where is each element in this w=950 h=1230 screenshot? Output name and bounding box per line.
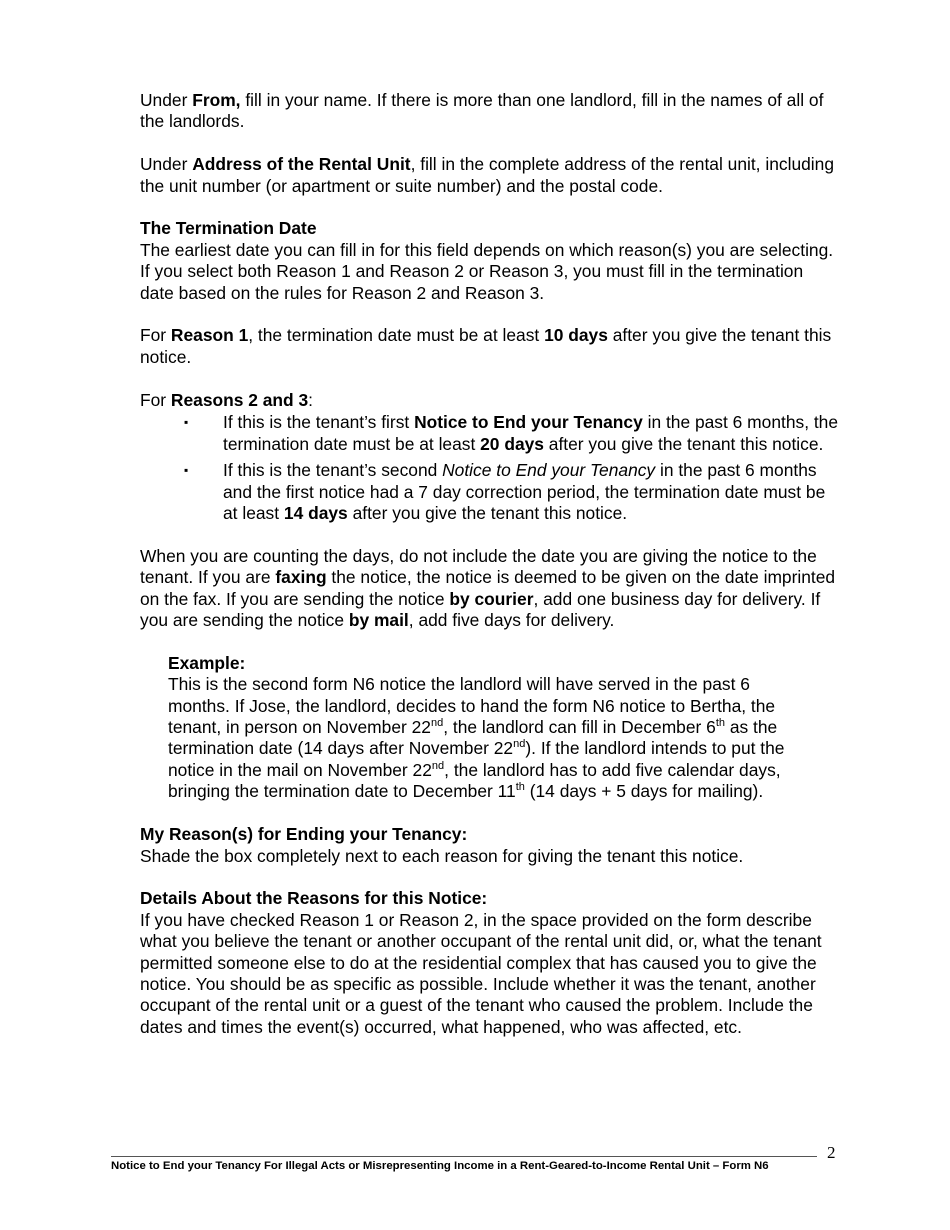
bullet-icon: ▪	[184, 463, 189, 478]
from-instruction: Under From, fill in your name. If there is more than one landlord, fill in the names of all of the landlords.	[140, 90, 824, 132]
address-instruction: Under Address of the Rental Unit, fill in the complete address of the rental unit, including the unit number (or apartment or suite number) and the postal code.	[140, 154, 834, 196]
reasons23-list	[140, 412, 840, 524]
document-body	[140, 90, 840, 1060]
reasons23-intro: For Reasons 2 and 3:	[140, 389, 314, 410]
bullet-icon: ▪	[184, 415, 189, 430]
footer-divider	[111, 1156, 817, 1157]
termination-section	[140, 218, 840, 304]
details-section: Details About the Reasons for this Notice: If you have checked Reason 1 or Reason 2, in the space provided on the form describe what you believe the tenant or another occupant of the rental unit did, or, what the tenant permitted someone else to do at the residential complex that has caused you to give the notice. You should be as specific as possible. Include whether it was the tenant, another occupant of the rental unit or a guest of the tenant who caused the problem. Include the dates and times the event(s) occurred, what happened, who was affected, etc.	[140, 888, 840, 1038]
page-number: 2	[827, 1143, 836, 1162]
list-item: ▪ If this is the tenant’s second Notice to End your Tenancy in the past 6 months and the first notice had a 7 day correction period, the termination date must be at least 14 days after you give the tenant this notice.	[184, 460, 826, 524]
footer-title: Notice to End your Tenancy For Illegal Acts or Misrepresenting Income in a Rent-Geared-to-Income Rental Unit – Form N6	[111, 1160, 769, 1172]
example-box: Example: This is the second form N6 notice the landlord will have served in the past 6 months. If Jose, the landlord, decides to hand the form N6 notice to Bertha, the tenant, in person on November 22nd, the landlord can fill in December 6th as the termination date (14 days after November 22nd). If the landlord intends to put the notice in the mail on November 22nd, the landlord has to add five calendar days, bringing the termination date to December 11th (14 days + 5 days for mailing).	[168, 653, 808, 803]
example-heading: Example:	[168, 652, 246, 673]
termination-body: The earliest date you can fill in for this field depends on which reason(s) you are selecting. If you select both Reason 1 and Reason 2 or Reason 3, you must fill in the termination date based on the rules for Reason 2 and Reason 3.	[140, 239, 834, 303]
termination-heading: The Termination Date	[140, 218, 317, 239]
my-reasons-heading: My Reason(s) for Ending your Tenancy:	[140, 824, 468, 845]
my-reasons-section: My Reason(s) for Ending your Tenancy: Shade the box completely next to each reason for giving the tenant this notice.	[140, 824, 840, 867]
details-heading: Details About the Reasons for this Notice:	[140, 888, 488, 909]
counting-days-paragraph: When you are counting the days, do not include the date you are giving the notice to the tenant. If you are faxing the notice, the notice is deemed to be given on the date imprinted on the fax. If you are sending the notice by courier, add one business day for delivery. If you are sending the notice by mail, add five days for delivery.	[140, 545, 836, 631]
list-item: ▪ If this is the tenant’s first Notice to End your Tenancy in the past 6 months, the termination date must be at least 20 days after you give the tenant this notice.	[184, 412, 839, 454]
reason1-rule: For Reason 1, the termination date must be at least 10 days after you give the tenant this notice.	[140, 325, 832, 367]
